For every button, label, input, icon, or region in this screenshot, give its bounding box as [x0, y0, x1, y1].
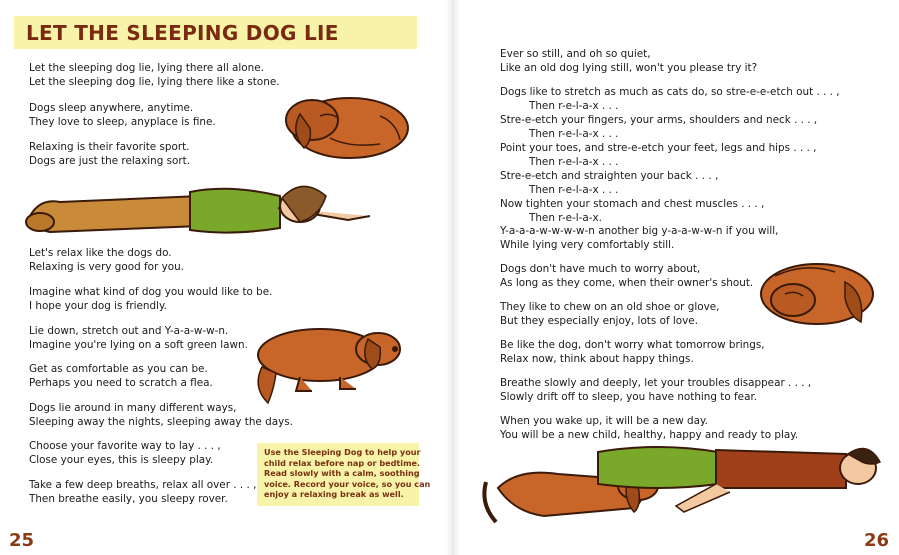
verse-line: I hope your dog is friendly. — [29, 300, 167, 312]
verse-line: Then r-e-l-a-x . . . — [529, 184, 619, 196]
sleeping-child-illustration — [20, 170, 380, 238]
verse-line: Dogs lie around in many different ways, — [29, 402, 237, 414]
curled-dog-illustration — [270, 86, 415, 166]
verse-line: Get as comfortable as you can be. — [29, 363, 208, 375]
verse-line: Now tighten your stomach and chest muscles . . . , — [500, 198, 765, 210]
stanza — [500, 376, 811, 404]
stanza — [500, 224, 778, 252]
stanza — [500, 262, 753, 290]
verse-line: Ever so still, and oh so quiet, — [500, 48, 651, 60]
stanza — [500, 85, 840, 225]
verse-line: You will be a new child, healthy, happy and ready to play. — [500, 429, 799, 441]
verse-line: Then r-e-l-a-x . . . — [529, 128, 619, 140]
stanza — [500, 300, 719, 328]
lying-dog-illustration — [240, 315, 415, 405]
curled-dog-illustration — [745, 252, 885, 342]
verse-line: Close your eyes, this is sleepy play. — [29, 454, 214, 466]
verse-line: Imagine you're lying on a soft green lawn. — [29, 339, 248, 351]
verse-line: Breathe slowly and deeply, let your troubles disappear . . . , — [500, 377, 812, 389]
verse-line: Take a few deep breaths, relax all over . . . , — [29, 479, 257, 491]
verse-line: But they especially enjoy, lots of love. — [500, 315, 699, 327]
stanza — [29, 478, 256, 506]
page-title: LET THE SLEEPING DOG LIE — [26, 21, 339, 45]
stanza — [29, 61, 280, 89]
verse-line: Dogs don't have much to worry about, — [500, 263, 701, 275]
verse-line: Like an old dog lying still, won't you please try it? — [500, 62, 758, 74]
verse-line: Dogs like to stretch as much as cats do, so stre-e-e-etch out . . . , — [500, 86, 840, 98]
verse-line: They love to sleep, anyplace is fine. — [29, 116, 216, 128]
note-line: Use the Sleeping Dog to help your — [264, 447, 421, 457]
note-line: voice. Record your voice, so you can — [264, 478, 431, 489]
verse-line: As long as they come, when their owner's shout. — [500, 277, 754, 289]
parent-note — [257, 443, 431, 506]
verse-line: Dogs are just the relaxing sort. — [29, 155, 191, 167]
page-gutter — [446, 0, 460, 555]
stanza — [29, 101, 216, 129]
stanza — [29, 324, 248, 352]
verse-line: They like to chew on an old shoe or glove, — [500, 301, 720, 313]
page-number: 25 — [9, 530, 35, 551]
verse-line: Then r-e-l-a-x. — [529, 212, 602, 224]
verse-line: Slowly drift off to sleep, you have nothing to fear. — [500, 391, 758, 403]
verse-line: Lie down, stretch out and Y-a-a-w-w-n. — [29, 325, 229, 337]
page-number: 26 — [864, 530, 890, 551]
verse-line: Relax now, think about happy things. — [500, 353, 694, 365]
verse-line: Relaxing is their favorite sport. — [29, 141, 190, 153]
verse-line: Choose your favorite way to lay . . . , — [29, 440, 221, 452]
stanza — [29, 401, 293, 429]
stanza — [29, 439, 221, 467]
verse-line: While lying very comfortably still. — [500, 239, 675, 251]
verse-line: Let's relax like the dogs do. — [29, 247, 172, 259]
stanza — [29, 362, 213, 390]
verse-line: Let the sleeping dog lie, lying there like a stone. — [29, 76, 280, 88]
verse-line: Stre-e-etch and straighten your back . . . , — [500, 170, 719, 182]
verse-line: Point your toes, and stre-e-etch your feet, legs and hips . . . , — [500, 142, 817, 154]
verse-line: Then r-e-l-a-x . . . — [529, 100, 619, 112]
stanza — [29, 285, 272, 313]
stanza — [500, 47, 757, 75]
verse-line: Sleeping away the nights, sleeping away the days. — [29, 416, 293, 428]
verse-line: Let the sleeping dog lie, lying there all alone. — [29, 62, 264, 74]
verse-line: Relaxing is very good for you. — [29, 261, 184, 273]
verse-line: Then breathe easily, you sleepy rover. — [29, 493, 228, 505]
verse-line: Imagine what kind of dog you would like to be. — [29, 286, 273, 298]
verse-line: Dogs sleep anywhere, anytime. — [29, 102, 194, 114]
verse-line: When you wake up, it will be a new day. — [500, 415, 708, 427]
verse-line: Be like the dog, don't worry what tomorrow brings, — [500, 339, 765, 351]
verse-line: Y-a-a-a-w-w-w-w-n another big y-a-a-w-w-n if you will, — [500, 225, 779, 237]
verse-line: Perhaps you need to scratch a flea. — [29, 377, 213, 389]
verse-line: Then r-e-l-a-x . . . — [529, 156, 619, 168]
child-and-dog-illustration — [478, 438, 883, 533]
note-line: Read slowly with a calm, soothing — [264, 468, 420, 478]
note-line: enjoy a relaxing break as well. — [264, 489, 404, 499]
stanza — [500, 338, 765, 366]
stanza — [29, 246, 184, 274]
verse-line: Stre-e-etch your fingers, your arms, shoulders and neck . . . , — [500, 114, 818, 126]
note-line: child relax before nap or bedtime. — [264, 457, 421, 468]
stanza — [29, 140, 190, 168]
